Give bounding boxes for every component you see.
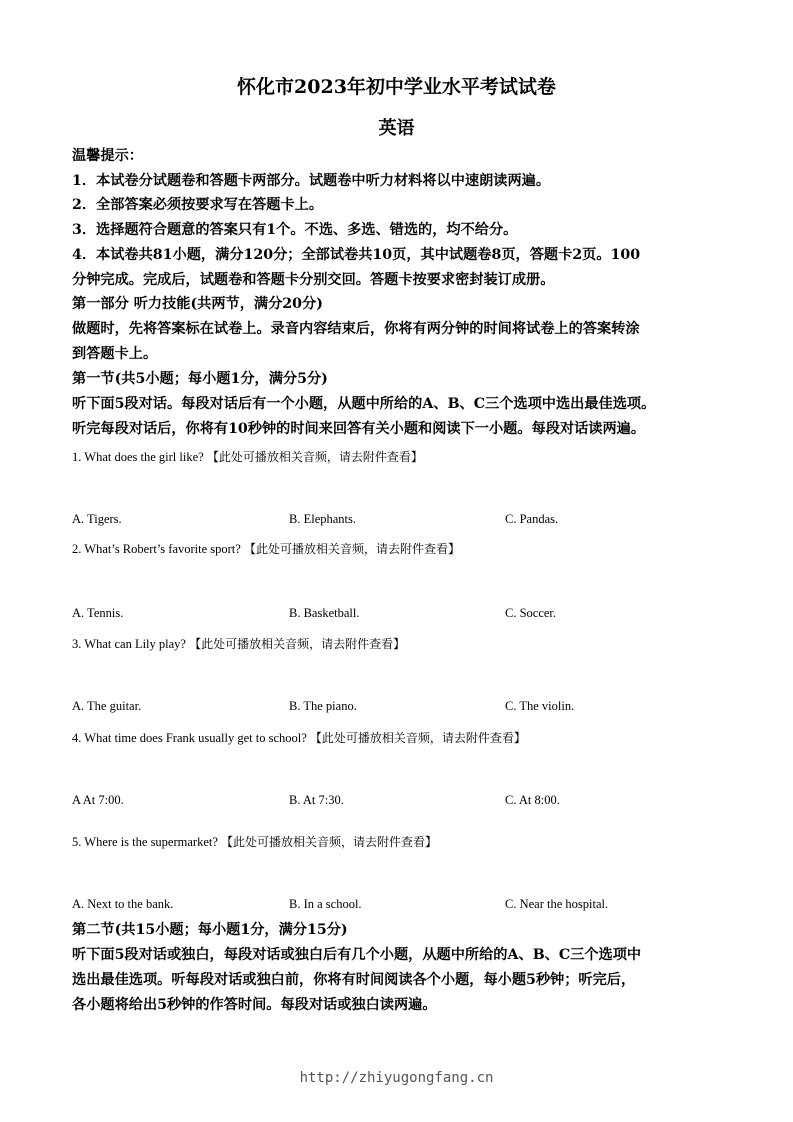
question-text: 3. What can Lily play? [72, 637, 186, 651]
option-a: A At 7:00. [72, 793, 124, 807]
option-a: A. Next to the bank. [72, 897, 174, 911]
page-title: 怀化市2023年初中学业水平考试试卷 [237, 76, 556, 98]
question-text: 4. What time does Frank usually get to school? [72, 731, 307, 745]
option-a: A. Tigers. [72, 512, 122, 526]
question-1 [72, 448, 732, 466]
audio-note[interactable]: 【此处可播放相关音频，请去附件查看】 [189, 637, 406, 651]
audio-note[interactable]: 【此处可播放相关音频，请去附件查看】 [309, 731, 526, 745]
section1-heading: 第一节(共5小题；每小题1分，满分5分) [72, 371, 328, 387]
question-text: 1. What does the girl like? [72, 450, 204, 464]
question-3 [72, 635, 732, 653]
section2-instruction-line: 选出最佳选项。听每段对话或独白前，你将有时间阅读各个小题，每小题5秒钟；听完后， [72, 972, 636, 988]
footer-url[interactable]: http://zhiyugongfang.cn [299, 1070, 494, 1086]
option-c: C. At 8:00. [505, 793, 560, 807]
section2-heading: 第二节(共15小题；每小题1分，满分15分) [72, 922, 348, 938]
audio-note[interactable]: 【此处可播放相关音频，请去附件查看】 [243, 542, 460, 556]
option-c: C. Soccer. [505, 606, 557, 620]
section2-instruction-line: 听下面5段对话或独白，每段对话或独白后有几个小题，从题中所给的A、B、C三个选项中 [72, 947, 642, 963]
subject-title: 英语 [378, 118, 415, 139]
option-b: B. Basketball. [289, 606, 360, 620]
question-4 [72, 729, 732, 747]
part1-intro-line: 到答题卡上。 [72, 346, 158, 362]
audio-note[interactable]: 【此处可播放相关音频，请去附件查看】 [221, 835, 438, 849]
section2-instruction-line: 各小题将给出5秒钟的作答时间。每段对话或独白读两遍。 [72, 997, 437, 1013]
tip-line: 4．本试卷共81小题，满分120分；全部试卷共10页，其中试题卷8页，答题卡2页。100 [72, 247, 641, 263]
part1-intro-line: 做题时，先将答案标在试卷上。录音内容结束后，你将有两分钟的时间将试卷上的答案转涂 [72, 321, 640, 337]
tip-line: 2．全部答案必须按要求写在答题卡上。 [72, 197, 324, 213]
question-5 [72, 833, 732, 851]
option-b: B. In a school. [289, 897, 362, 911]
option-b: B. Elephants. [289, 512, 357, 526]
part1-heading: 第一部分 听力技能(共两节，满分20分) [72, 296, 323, 312]
tips-heading: 温馨提示： [72, 148, 143, 164]
question-text: 2. What’s Robert’s favorite sport? [72, 542, 241, 556]
section1-instruction-line: 听下面5段对话。每段对话后有一个小题，从题中所给的A、B、C三个选项中选出最佳选项。 [72, 396, 656, 412]
option-a: A. The guitar. [72, 699, 142, 713]
option-c: C. Pandas. [505, 512, 559, 526]
option-a: A. Tennis. [72, 606, 124, 620]
tip-line: 1．本试卷分试题卷和答题卡两部分。试题卷中听力材料将以中速朗读两遍。 [72, 173, 551, 189]
option-b: B. At 7:30. [289, 793, 344, 807]
option-b: B. The piano. [289, 699, 357, 713]
question-text: 5. Where is the supermarket? [72, 835, 218, 849]
option-c: C. The violin. [505, 699, 575, 713]
tip-line: 分钟完成。完成后，试题卷和答题卡分别交回。答题卡按要求密封装订成册。 [72, 272, 555, 288]
question-2 [72, 540, 732, 558]
tip-line: 3．选择题符合题意的答案只有1个。不选、多选、错选的，均不给分。 [72, 222, 518, 238]
option-c: C. Near the hospital. [505, 897, 609, 911]
audio-note[interactable]: 【此处可播放相关音频，请去附件查看】 [206, 450, 423, 464]
section1-instruction-line: 听完每段对话后，你将有10秒钟的时间来回答有关小题和阅读下一小题。每段对话读两遍。 [72, 421, 646, 437]
